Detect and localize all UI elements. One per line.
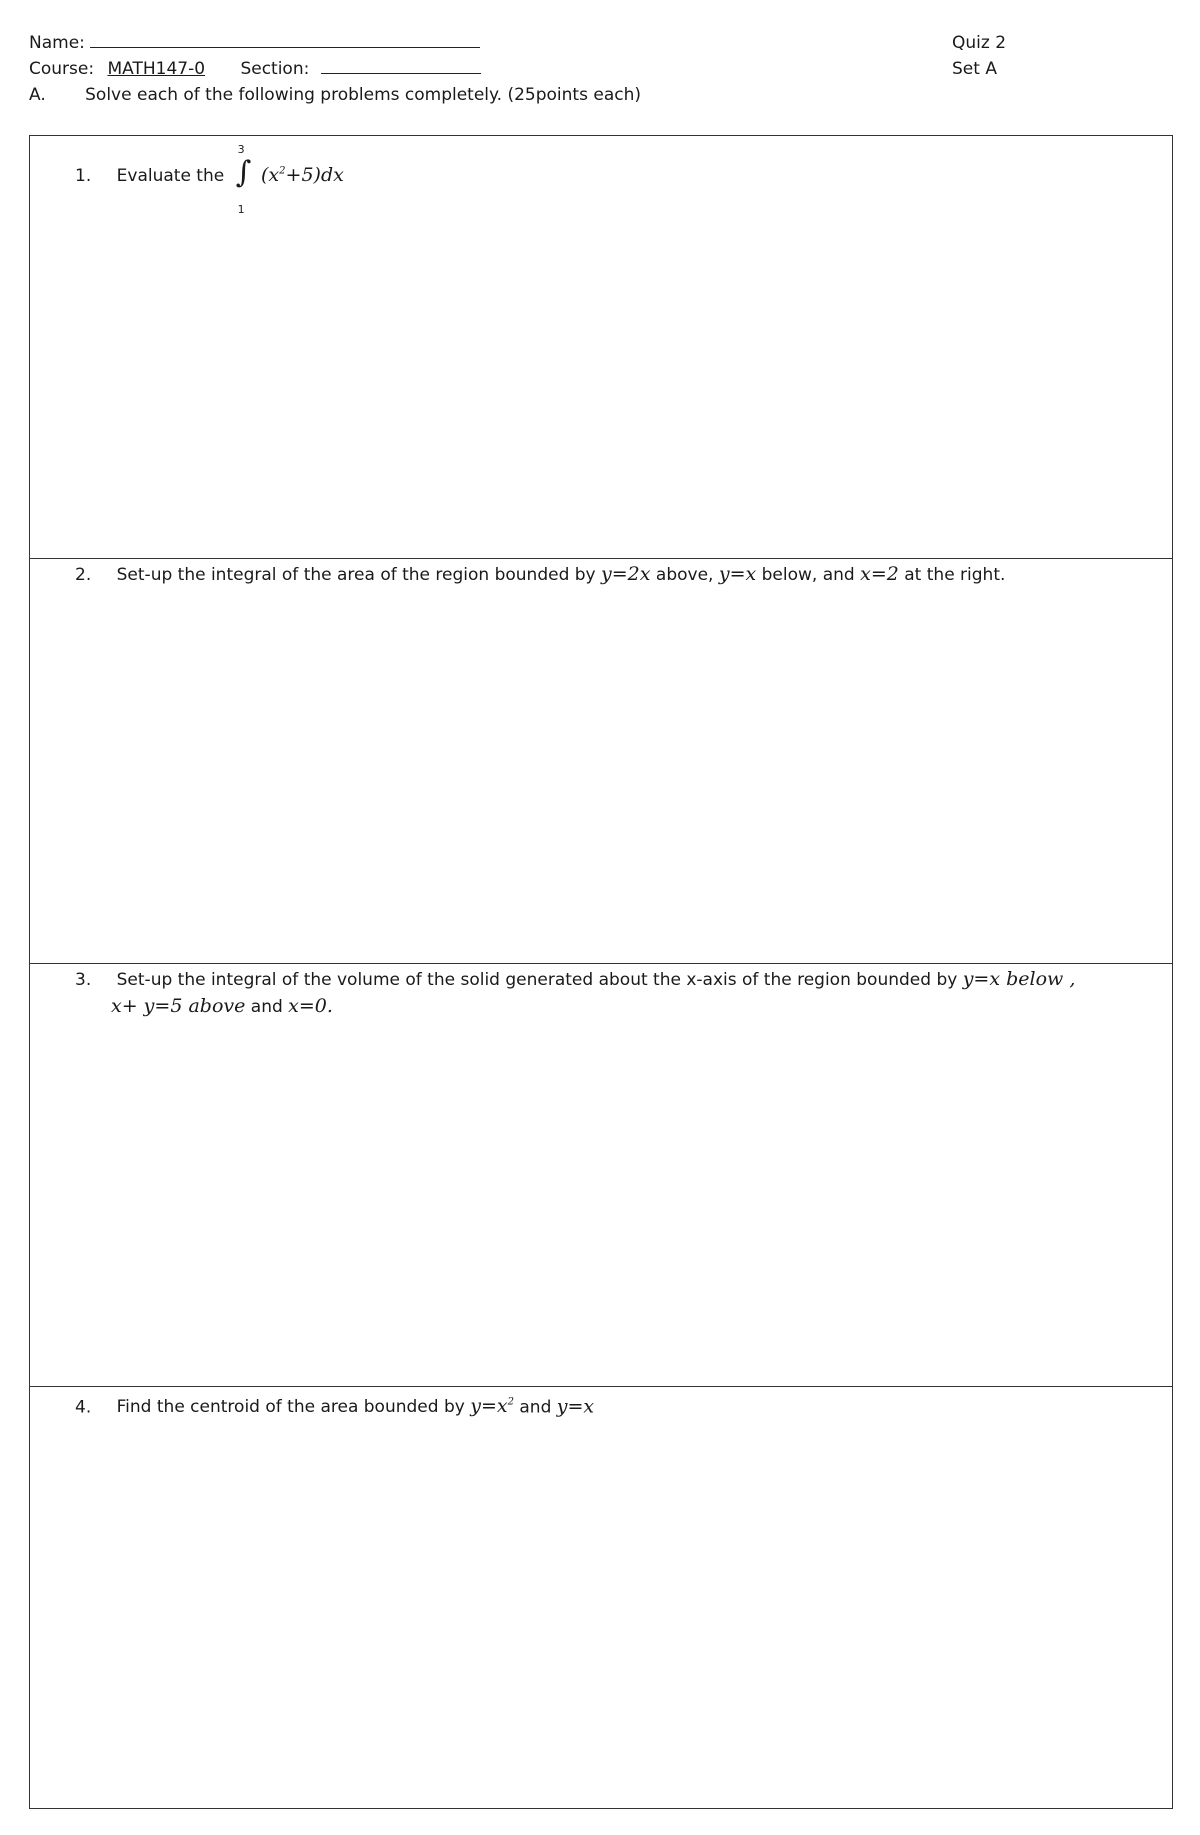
equation-x-plus-y-5: x+ y=5 above bbox=[111, 995, 246, 1017]
equation-x-0: x=0. bbox=[288, 995, 333, 1017]
course-value: MATH147-0 bbox=[107, 59, 206, 79]
question-box-4[interactable] bbox=[29, 1386, 1173, 1809]
question-3-number: 3. bbox=[75, 970, 92, 990]
question-2-text bbox=[75, 561, 1005, 589]
question-2-right: at the right. bbox=[904, 565, 1006, 585]
integral-lower-limit: 1 bbox=[237, 203, 245, 216]
equation-y-2x: y=2x bbox=[601, 563, 651, 585]
question-1-text bbox=[75, 143, 344, 216]
equation-y-x-squared-exp: 2 bbox=[507, 1397, 514, 1408]
integral-sign: ∫ bbox=[235, 155, 252, 190]
question-4-and: and bbox=[519, 1397, 552, 1418]
integrand-open: (x bbox=[261, 164, 280, 186]
equation-y-x-squared-base: y=x bbox=[470, 1395, 508, 1418]
question-2-prompt: Set-up the integral of the area of the region bounded by bbox=[116, 565, 596, 585]
question-2-number: 2. bbox=[75, 565, 92, 585]
question-box-2[interactable] bbox=[29, 558, 1173, 964]
section-label: Section: bbox=[240, 59, 310, 79]
name-label: Name: bbox=[29, 33, 85, 53]
question-box-1[interactable] bbox=[29, 135, 1173, 559]
question-1-number: 1. bbox=[75, 166, 92, 186]
name-blank[interactable] bbox=[90, 33, 480, 48]
course-row bbox=[29, 58, 481, 80]
question-4-prompt: Find the centroid of the area bounded by bbox=[116, 1397, 465, 1418]
question-3-line-2 bbox=[111, 993, 333, 1021]
question-3-prompt: Set-up the integral of the volume of the solid generated about the x-axis of the region bounded by bbox=[116, 970, 958, 990]
quiz-title: Quiz 2 bbox=[952, 33, 1007, 53]
name-row bbox=[29, 32, 480, 54]
equation-y-x-squared bbox=[470, 1395, 514, 1417]
section-instruction: Solve each of the following problems completely. (25points each) bbox=[85, 85, 641, 105]
equation-y-x: y=x bbox=[718, 563, 757, 585]
section-instruction-row bbox=[29, 84, 641, 106]
section-blank[interactable] bbox=[321, 59, 481, 74]
question-3-and: and bbox=[250, 997, 283, 1017]
question-4-text bbox=[75, 1389, 594, 1421]
equation-y-x-below: y=x below , bbox=[962, 968, 1076, 990]
question-3-line-1 bbox=[75, 966, 1075, 994]
set-label: Set A bbox=[952, 59, 997, 79]
question-1-prompt: Evaluate the bbox=[116, 166, 225, 186]
course-label: Course: bbox=[29, 59, 95, 79]
equation-x-2: x=2 bbox=[860, 563, 899, 585]
integrand-rest: +5)dx bbox=[285, 164, 344, 186]
question-2-below: below, and bbox=[761, 565, 855, 585]
question-2-above: above, bbox=[655, 565, 714, 585]
question-box-3[interactable] bbox=[29, 963, 1173, 1387]
section-letter: A. bbox=[29, 85, 46, 105]
equation-y-x-line: y=x bbox=[556, 1395, 595, 1418]
integral-symbol bbox=[235, 143, 252, 216]
integral-upper-limit: 3 bbox=[237, 143, 245, 156]
question-4-number: 4. bbox=[75, 1397, 92, 1418]
integrand-exponent: 2 bbox=[279, 165, 286, 177]
integrand bbox=[261, 164, 344, 186]
